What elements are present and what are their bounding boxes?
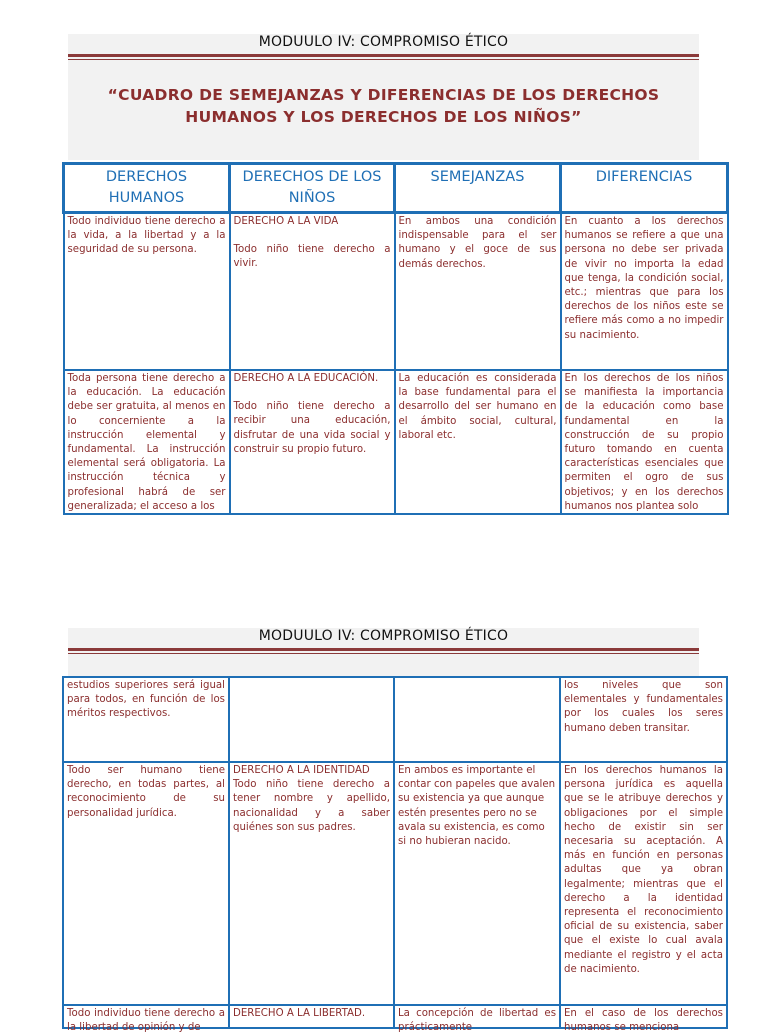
cell-text: Todo ser humano tiene derecho, en todas partes, al reconocimiento de su personalidad jurídica. (67, 765, 225, 819)
cell-text: Todo niño tiene derecho a recibir una educación, disfrutar de una vida social y construir su propio futuro. (233, 401, 391, 455)
table-row (63, 762, 727, 1005)
page-2-header-area (68, 628, 699, 678)
table-row (64, 213, 728, 371)
cell-dif (561, 370, 728, 514)
document-title (68, 84, 699, 128)
table-row (63, 1005, 727, 1028)
cell-dif (560, 1005, 727, 1034)
table-header-row (64, 164, 728, 213)
cell-dh (64, 213, 230, 371)
cell-text: los niveles que son elementales y fundamentales por los cuales los seres humano deben transitar. (564, 680, 723, 734)
cell-title: DERECHO A LA LIBERTAD. (233, 1008, 366, 1019)
cell-dif (560, 762, 727, 1005)
cell-sem (394, 762, 560, 1005)
cell-text: Todo niño tiene derecho a tener nombre y apellido, nacionalidad y a saber quiénes son sus padres. (233, 779, 390, 833)
module-header: MODUULO IV: COMPROMISO ÉTICO (258, 628, 509, 644)
header-derechos-humanos: DERECHOS HUMANOS (64, 164, 230, 213)
title-line-2: HUMANOS Y LOS DERECHOS DE LOS NIÑOS” (185, 108, 582, 126)
cell-sem (394, 1005, 560, 1034)
cell-dh (63, 677, 229, 762)
table-row (63, 677, 727, 762)
cell-text: En el caso de los derechos humanos se menciona (564, 1008, 723, 1034)
cell-text: En ambos una condición indispensable para el ser humano y el goce de sus demás derechos. (398, 216, 557, 270)
cell-sem (395, 370, 561, 514)
cell-text: En cuanto a los derechos humanos se refiere a que una persona no debe ser privada de vivir no importa la edad que tenga, la condición social, etc.; mientras que para los derechos de los niños este se refiere más como a no impedir su nacimiento. (564, 216, 724, 341)
header-diferencias: DIFERENCIAS (561, 164, 728, 213)
header-rule-thick (68, 648, 699, 651)
cell-text: La educación es considerada la base fundamental para el desarrollo del ser humano en el ámbito social, cultural, laboral etc. (398, 373, 557, 441)
cell-dn (229, 677, 394, 762)
cell-text: En los derechos de los niños se manifiesta la importancia de la educación como base fundamental en la construcción de su propio futuro tomando en cuenta características esenciales que permiten el ogro de sus objetivos; y en los derechos humanos nos plantea solo (564, 373, 724, 512)
cell-dif (561, 213, 728, 371)
comparison-table-page-2 (62, 676, 728, 1034)
header-semejanzas: SEMEJANZAS (395, 164, 561, 213)
module-header: MODUULO IV: COMPROMISO ÉTICO (258, 34, 509, 50)
cell-sem (394, 677, 560, 762)
cell-text: estudios superiores será igual para todos, en función de los méritos respectivos. (67, 680, 225, 720)
header-derechos-ninos: DERECHOS DE LOS NIÑOS (230, 164, 395, 213)
cell-dn (230, 213, 395, 371)
cell-dn (229, 1005, 394, 1028)
cell-text: Toda persona tiene derecho a la educación. La educación debe ser gratuita, al menos en lo concerniente a la instrucción elemental y fundamental. La instrucción elemental será obligatoria. La instrucción técnica y profesional habrá de ser generalizada; el acceso a los (67, 373, 226, 512)
cell-title: DERECHO A LA IDENTIDAD (233, 765, 370, 776)
cell-text: Todo individuo tiene derecho a la vida, a la libertad y a la seguridad de su persona. (67, 216, 226, 256)
comparison-table-page-1 (62, 162, 729, 515)
cell-dn (230, 370, 395, 514)
cell-sem (395, 213, 561, 371)
cell-text: La concepción de libertad es prácticamente (398, 1008, 556, 1034)
title-line-1: “CUADRO DE SEMEJANZAS Y DIFERENCIAS DE LOS DERECHOS (107, 86, 660, 104)
cell-dif (560, 677, 727, 762)
table-row (64, 370, 728, 514)
cell-text: Todo individuo tiene derecho a la libertad de opinión y de (67, 1008, 225, 1034)
cell-title: DERECHO A LA EDUCACIÓN. (233, 373, 379, 384)
header-rule-thin (68, 59, 699, 60)
cell-text: Todo niño tiene derecho a vivir. (233, 244, 391, 270)
cell-dn (229, 762, 394, 1005)
header-rule-thick (68, 54, 699, 57)
header-rule-thin (68, 653, 699, 654)
page-1-header-area (68, 34, 699, 160)
cell-title: DERECHO A LA VIDA (233, 216, 339, 227)
cell-text: En ambos es importante el contar con papeles que avalen su existencia ya que aunque estén presentes pero no se avala su existencia, es como si no hubieran nacido. (398, 765, 556, 848)
cell-text: En los derechos humanos la persona jurídica es aquella que se le atribuye derechos y obligaciones por el simple hecho de existir sin ser necesaria su aceptación. A más en función en personas adultas que ya obran legalmente; mientras que el derecho a la identidad representa el reconocimiento oficial de su existencia, saber que el existe lo cual avala mediante el registro y el acta de nacimiento. (564, 765, 723, 975)
cell-dh (64, 370, 230, 514)
cell-dh (63, 1005, 229, 1034)
cell-dh (63, 762, 229, 1005)
